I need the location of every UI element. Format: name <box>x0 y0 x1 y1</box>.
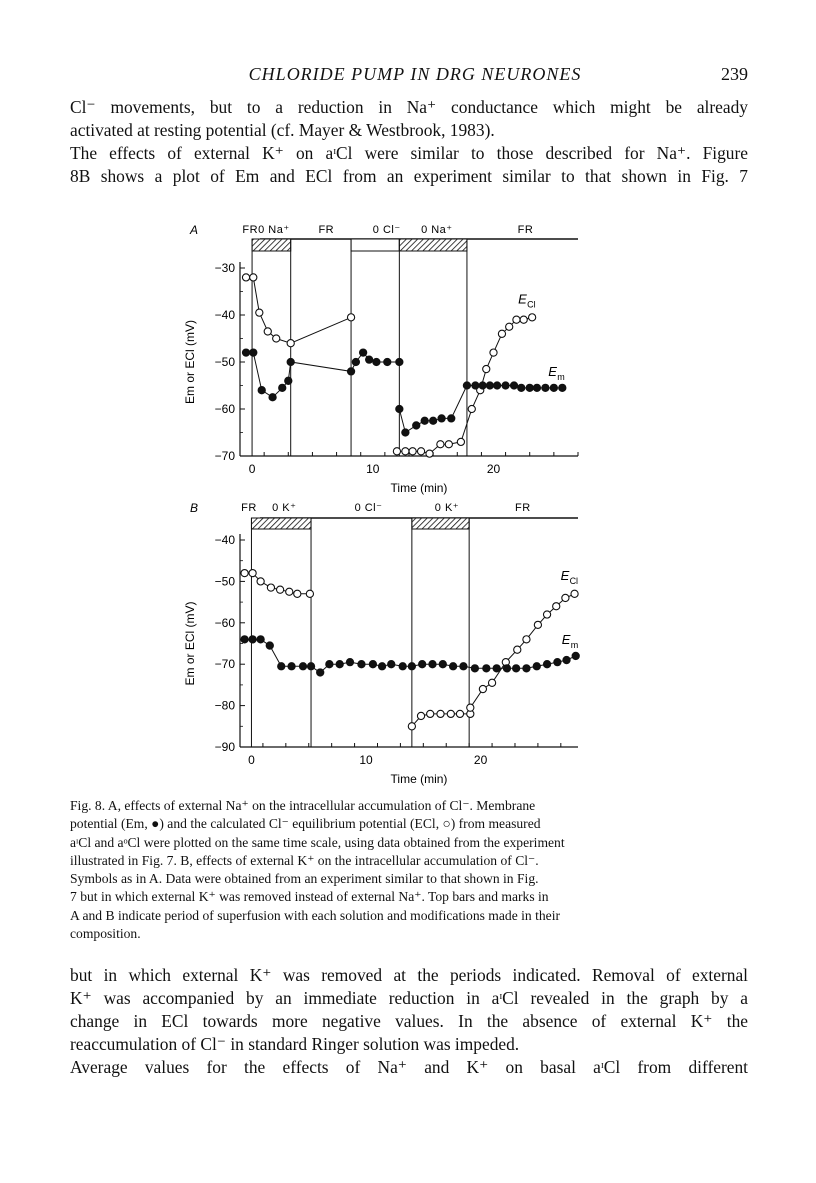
em-point <box>563 656 570 663</box>
em-point <box>439 661 446 668</box>
page-number: 239 <box>721 64 748 84</box>
ecl-point <box>456 710 463 717</box>
series-label-sub: Cl <box>569 575 579 586</box>
em-point <box>249 636 256 643</box>
em-point <box>493 665 500 672</box>
panel-label: B <box>190 501 199 515</box>
ecl-point <box>529 314 536 321</box>
ecl-point <box>523 636 530 643</box>
ecl-point <box>409 448 416 455</box>
ecl-point <box>488 679 495 686</box>
em-point <box>510 382 517 389</box>
text-line: reaccumulation of Cl⁻ in standard Ringer solution was impeded. <box>70 1034 520 1054</box>
text-line: but in which external K⁺ was removed at the periods indicated. Removal of external <box>70 965 748 985</box>
ecl-point <box>553 603 560 610</box>
ecl-point <box>426 450 433 457</box>
em-point <box>336 661 343 668</box>
caption-line: Symbols as in A. Data were obtained from an experiment similar to that shown in Fig. <box>70 871 539 887</box>
solution-label: FR <box>241 502 257 514</box>
ecl-point <box>273 335 280 342</box>
caption-line: potential (Em, ●) and the calculated Cl⁻ equilibrium potential (ECl, ○) from measured <box>70 816 541 832</box>
caption-line: A and B indicate period of superfusion with each solution and modifications made in their <box>70 907 561 923</box>
text-line: Cl⁻ movements, but to a reduction in Na⁺ conductance which might be already <box>70 97 748 117</box>
ecl-point <box>490 349 497 356</box>
em-point <box>285 377 292 384</box>
em-point <box>358 661 365 668</box>
y-tick-label: −60 <box>214 402 235 416</box>
ecl-point <box>483 365 490 372</box>
solution-label: 0 K⁺ <box>434 502 460 514</box>
y-tick-label: −50 <box>214 355 235 369</box>
ecl-point <box>562 594 569 601</box>
solution-label: FR <box>242 224 259 236</box>
ecl-point <box>242 274 249 281</box>
em-point <box>479 382 486 389</box>
ecl-point <box>347 314 354 321</box>
em-point <box>486 382 493 389</box>
em-point <box>279 384 286 391</box>
series-label-em: E <box>548 363 557 379</box>
ecl-point <box>506 323 513 330</box>
ecl-point <box>256 309 263 316</box>
em-point <box>413 422 420 429</box>
solution-label: 0 K⁺ <box>272 502 297 514</box>
em-point <box>419 661 426 668</box>
em-point <box>430 417 437 424</box>
caption-line: illustrated in Fig. 7. B, effects of external K⁺ on the intracellular accumulation of Cl⁻. <box>70 852 539 868</box>
ecl-point <box>294 590 301 597</box>
y-tick-label: −70 <box>214 449 235 463</box>
panel-b-chart <box>183 501 579 786</box>
text-line: The effects of external K⁺ on aᶦCl were similar to those described for Na⁺. Figure <box>70 143 748 163</box>
series-label-sub: m <box>570 639 579 650</box>
em-point <box>396 405 403 412</box>
em-point <box>513 665 520 672</box>
ecl-point <box>479 685 486 692</box>
solution-label: 0 Na⁺ <box>421 224 453 236</box>
em-point <box>242 349 249 356</box>
x-tick-label: 20 <box>486 462 501 476</box>
text-line: activated at resting potential (cf. Mayer & Westbrook, 1983). <box>70 120 495 140</box>
em-point <box>287 358 294 365</box>
em-point <box>241 636 248 643</box>
ecl-point <box>445 441 452 448</box>
solution-label: FR <box>318 224 335 236</box>
em-point <box>258 387 265 394</box>
ecl-point <box>417 712 424 719</box>
em-point <box>448 415 455 422</box>
solution-label: 0 Na⁺ <box>258 224 290 236</box>
y-axis-label: Em or ECl (mV) <box>183 320 197 404</box>
em-point <box>421 417 428 424</box>
x-tick-label: 0 <box>248 753 255 767</box>
em-point <box>278 663 285 670</box>
em-point <box>360 349 367 356</box>
em-point <box>384 358 391 365</box>
text-line: 8B shows a plot of Em and ECl from an experiment similar to that shown in Fig. 7 <box>70 166 748 186</box>
em-point <box>299 663 306 670</box>
ecl-point <box>393 448 400 455</box>
caption-line: Fig. 8. A, effects of external Na⁺ on the intracellular accumulation of Cl⁻. Membrane <box>70 798 536 813</box>
ecl-point <box>543 611 550 618</box>
ecl-point <box>467 704 474 711</box>
em-point <box>450 663 457 670</box>
em-point <box>399 663 406 670</box>
figure-caption <box>70 797 748 943</box>
ecl-point <box>447 710 454 717</box>
y-tick-label: −90 <box>214 740 235 754</box>
panel-a-chart <box>183 223 578 495</box>
em-point <box>472 382 479 389</box>
em-point <box>523 665 530 672</box>
text-line: K⁺ was accompanied by an immediate reduction in aᶦCl revealed in the graph by a <box>70 988 748 1008</box>
em-point <box>572 652 579 659</box>
ecl-point <box>249 570 256 577</box>
text-line: Average values for the effects of Na⁺ and K⁺ on basal aᶦCl from different <box>70 1057 748 1077</box>
em-point <box>460 663 467 670</box>
em-point <box>533 384 540 391</box>
y-tick-label: −50 <box>214 574 235 589</box>
text-line: change in ECl towards more negative values. In the absence of external K⁺ the <box>70 1011 748 1031</box>
y-axis-label: Em or ECl (mV) <box>183 601 197 686</box>
y-tick-label: −80 <box>214 698 235 713</box>
em-point <box>438 415 445 422</box>
caption-line: composition. <box>70 926 141 942</box>
ecl-point <box>427 710 434 717</box>
em-point <box>396 358 403 365</box>
ecl-point <box>402 448 409 455</box>
x-tick-label: 10 <box>366 462 380 476</box>
em-point <box>269 394 276 401</box>
x-tick-label: 10 <box>359 753 373 767</box>
em-point <box>378 663 385 670</box>
em-point <box>366 356 373 363</box>
ecl-point <box>513 316 520 323</box>
em-point <box>369 661 376 668</box>
ecl-point <box>534 621 541 628</box>
caption-line: 7 but in which external K⁺ was removed instead of external Na⁺. Top bars and marks in <box>70 889 549 905</box>
ecl-point <box>520 316 527 323</box>
em-point <box>373 358 380 365</box>
ecl-point <box>286 588 293 595</box>
y-tick-label: −40 <box>214 533 235 547</box>
series-label-ecl: E <box>518 291 527 307</box>
em-point <box>250 349 257 356</box>
y-tick-label: −40 <box>214 308 235 322</box>
running-head-title: CHLORIDE PUMP IN DRG NEURONES <box>248 64 582 84</box>
ecl-point <box>241 570 248 577</box>
ecl-point <box>514 646 521 653</box>
em-point <box>550 384 557 391</box>
ecl-point <box>257 578 264 585</box>
series-label-ecl: E <box>560 567 570 583</box>
series-label-em: E <box>561 631 571 647</box>
series-label-sub: m <box>557 371 565 382</box>
y-tick-label: −70 <box>214 657 235 672</box>
solution-label: FR <box>517 224 534 236</box>
em-point <box>408 663 415 670</box>
ecl-point <box>437 441 444 448</box>
em-point <box>559 384 566 391</box>
x-axis-label: Time (min) <box>390 772 448 786</box>
em-point <box>347 368 354 375</box>
em-point <box>543 661 550 668</box>
em-point <box>503 665 510 672</box>
ecl-point <box>306 590 313 597</box>
y-tick-label: −60 <box>214 615 235 630</box>
em-point <box>518 384 525 391</box>
ecl-point <box>250 274 257 281</box>
em-point <box>494 382 501 389</box>
em-point <box>346 659 353 666</box>
x-axis-label: Time (min) <box>390 481 448 495</box>
solution-bar-hatched <box>251 518 311 529</box>
em-point <box>502 382 509 389</box>
ecl-point <box>408 723 415 730</box>
em-point <box>307 663 314 670</box>
ecl-point <box>417 448 424 455</box>
solution-label: 0 Cl⁻ <box>354 502 383 514</box>
em-point <box>533 663 540 670</box>
panel-label: A <box>190 223 199 237</box>
em-point <box>326 661 333 668</box>
em-point <box>542 384 549 391</box>
x-tick-label: 0 <box>248 462 256 476</box>
em-point <box>317 669 324 676</box>
series-label-sub: Cl <box>527 299 536 310</box>
ecl-point <box>277 586 284 593</box>
solution-bar-open <box>351 239 399 251</box>
em-point <box>483 665 490 672</box>
paragraph-bottom <box>70 964 748 1079</box>
em-point <box>463 382 470 389</box>
em-point <box>429 661 436 668</box>
solution-label: FR <box>514 502 531 514</box>
ecl-point <box>498 330 505 337</box>
ecl-point <box>457 438 464 445</box>
em-point <box>554 659 561 666</box>
em-point <box>288 663 295 670</box>
x-tick-label: 20 <box>473 753 488 767</box>
ecl-point <box>264 328 271 335</box>
ecl-point <box>287 340 294 347</box>
ecl-point <box>571 590 578 597</box>
ecl-point <box>267 584 274 591</box>
y-tick-label: −30 <box>214 261 235 275</box>
em-point <box>388 661 395 668</box>
solution-label: 0 Cl⁻ <box>372 224 401 236</box>
em-point <box>352 358 359 365</box>
solution-bar-hatched <box>252 239 291 251</box>
ecl-point <box>468 405 475 412</box>
em-point <box>526 384 533 391</box>
em-point <box>266 642 273 649</box>
solution-bar-hatched <box>399 239 467 251</box>
ecl-point <box>437 710 444 717</box>
em-point <box>257 636 264 643</box>
solution-bar-hatched <box>412 518 469 529</box>
em-point <box>402 429 409 436</box>
caption-line: aᶦCl and aᵒCl were plotted on the same time scale, using data obtained from the experiment <box>70 834 565 850</box>
em-point <box>471 665 478 672</box>
